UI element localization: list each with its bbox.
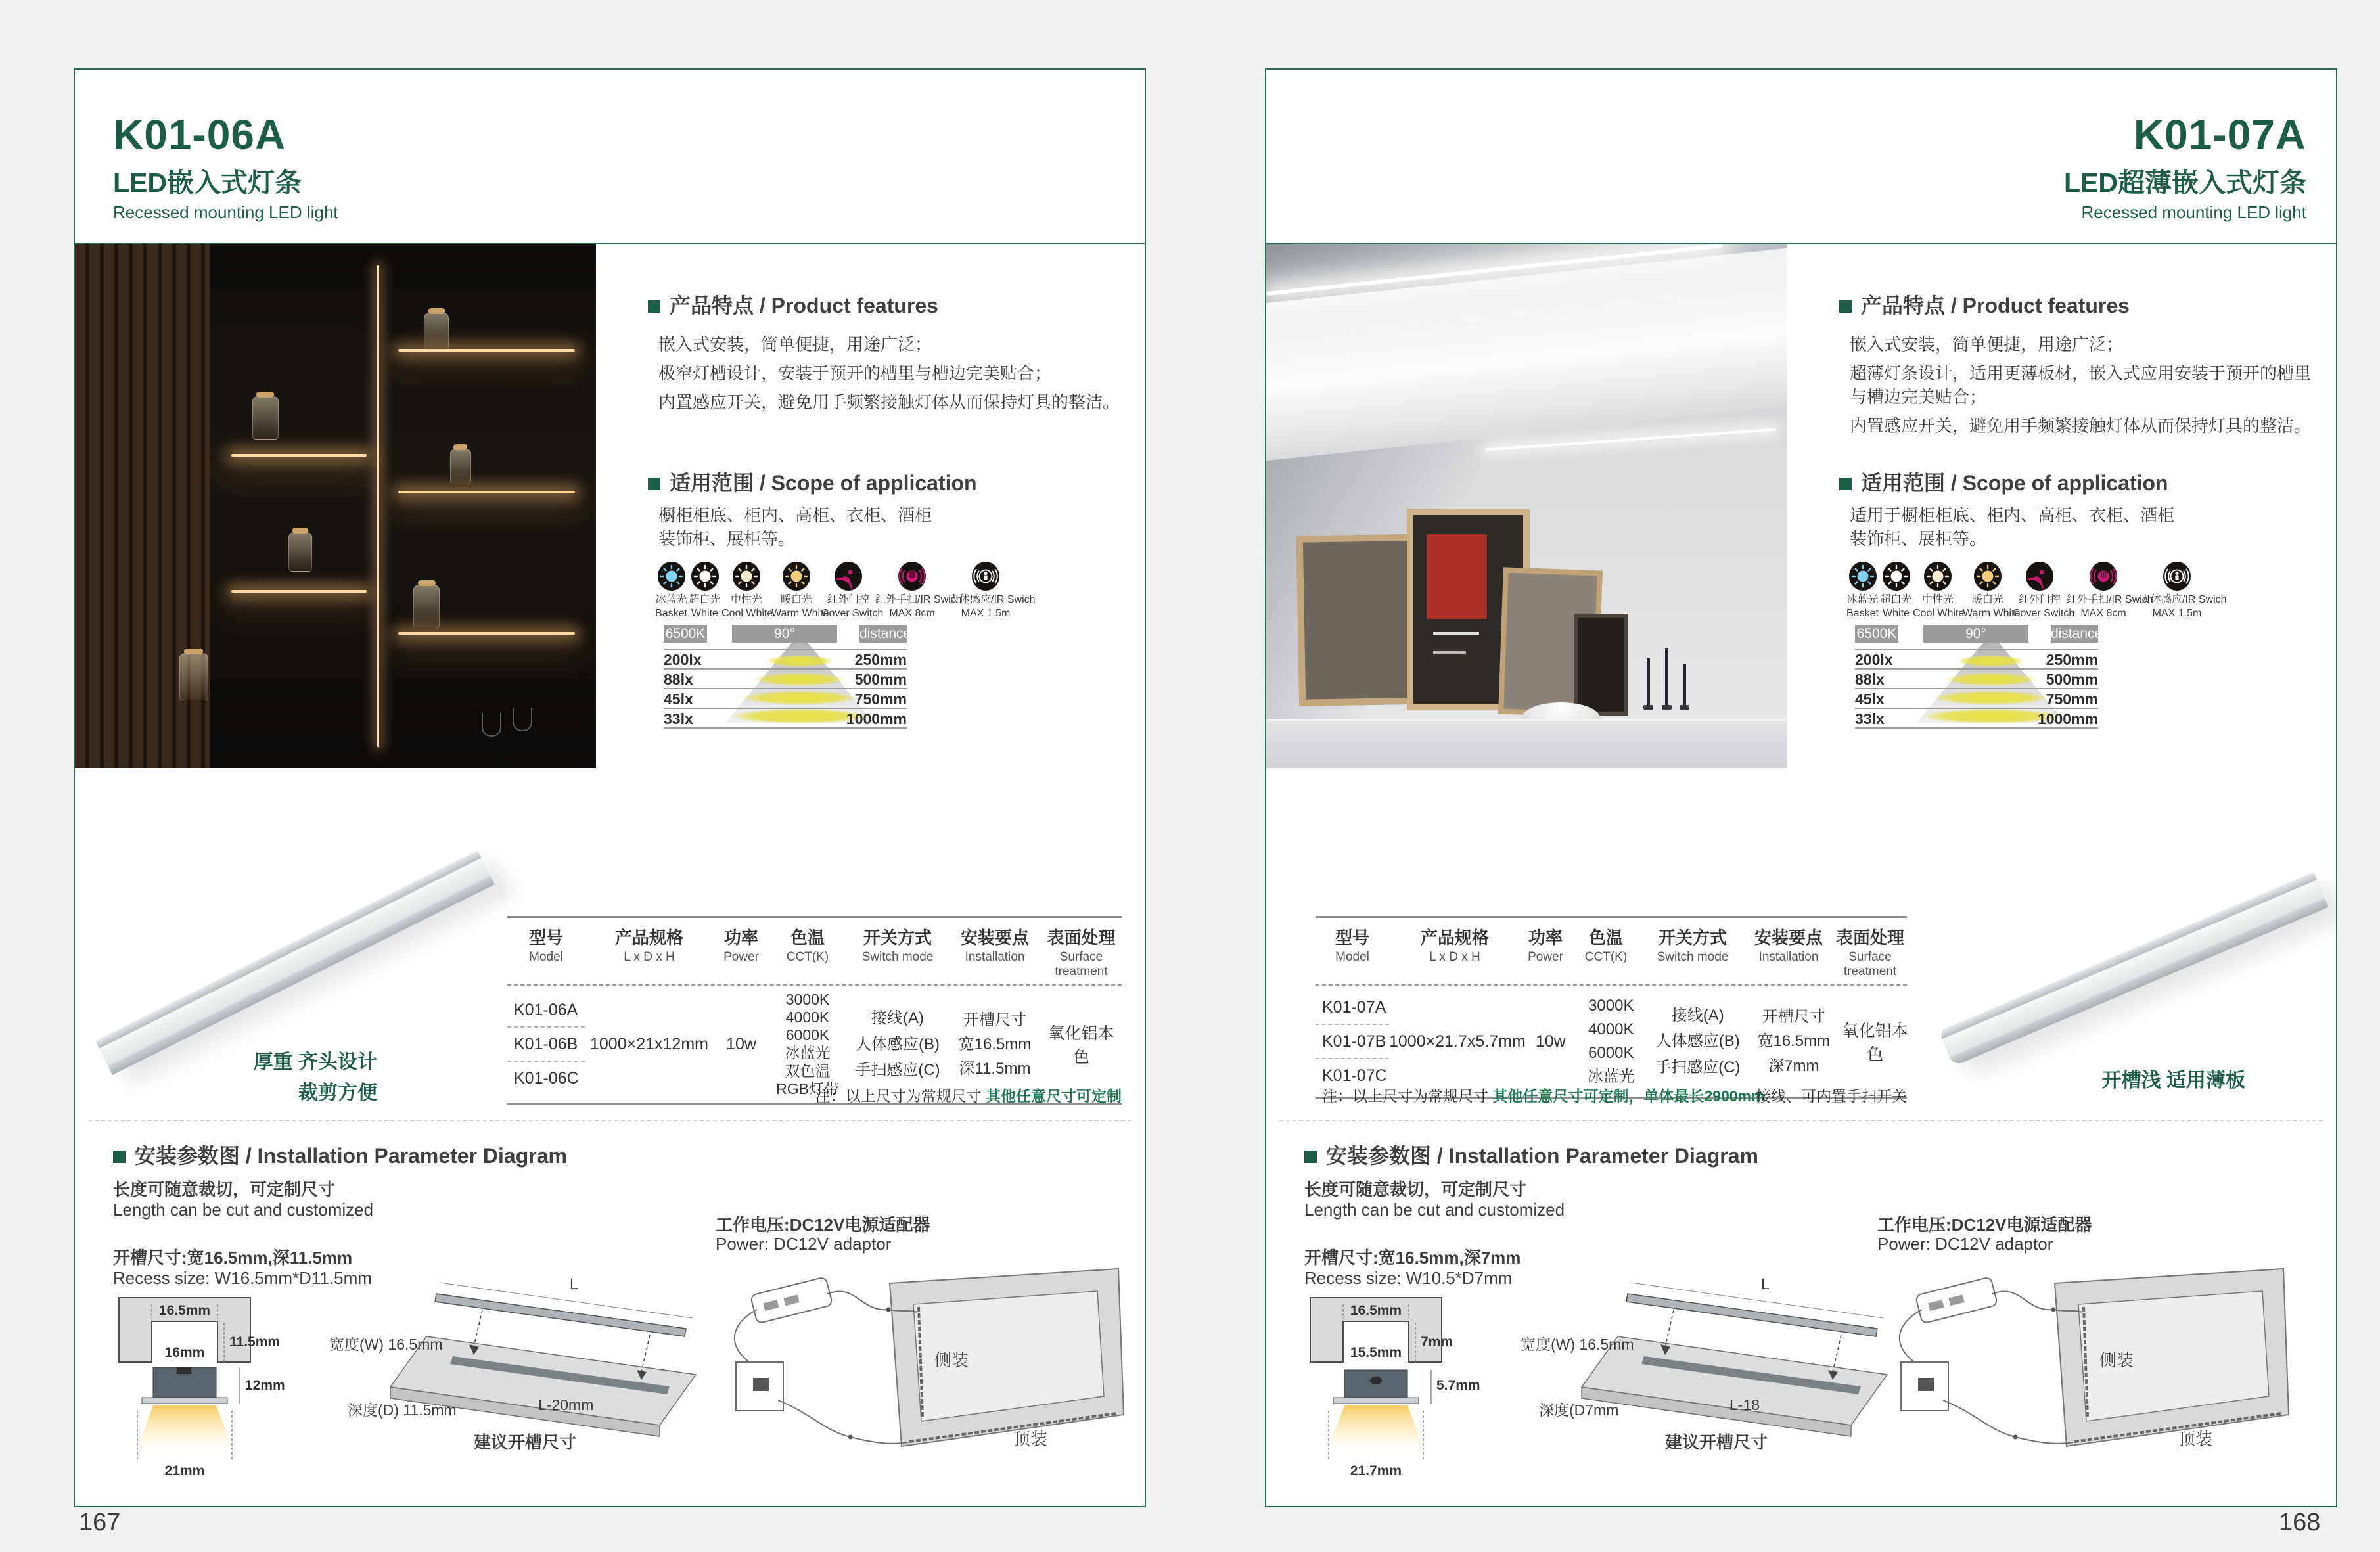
install-heading — [1304, 1139, 1758, 1170]
shelf-glow — [398, 632, 576, 635]
photometry-row: 200lx 250mm — [1855, 651, 2098, 668]
install-heading — [113, 1139, 567, 1170]
feature-icons-row — [654, 561, 1036, 621]
svg-text:11.5mm: 11.5mm — [229, 1335, 281, 1350]
aluminum-profile — [95, 850, 495, 1075]
poster-art — [1433, 651, 1466, 654]
features-heading-text: 产品特点 / Product features — [670, 294, 938, 317]
cct-badge: 6500K — [664, 625, 707, 643]
shelf-glow — [231, 454, 367, 457]
icon-item — [1963, 561, 2021, 621]
svg-text:L-18: L-18 — [1729, 1396, 1760, 1413]
candlestick — [1665, 648, 1668, 706]
svg-text:21mm: 21mm — [164, 1463, 205, 1478]
candlestick — [1647, 658, 1650, 706]
icon-item — [2067, 561, 2153, 621]
beam-angle-badge: 90° — [732, 625, 837, 643]
section-divider — [88, 1120, 1132, 1121]
icon-item — [875, 561, 962, 621]
cross-section-diagram — [1302, 1289, 1526, 1486]
power-cell: 10w — [1535, 1032, 1566, 1051]
ir-door-switch-icon — [834, 561, 863, 591]
icon-label: 冰蓝光 Basket — [655, 594, 687, 619]
table-header: 型号 Model 产品规格 L x D x H 功率 Power 色温 CCT(K) 开关方式 Switch mode 安装要点 Installation 表面处理 Surface treatment — [507, 918, 1122, 986]
ir-door-switch-icon — [2025, 561, 2054, 591]
install-cell: 开槽尺寸 宽16.5mm 深11.5mm — [958, 1011, 1032, 1078]
body-sensor-icon — [971, 561, 1000, 591]
svg-text:L-20mm: L-20mm — [538, 1396, 594, 1413]
svg-text:建议开槽尺寸: 建议开槽尺寸 — [1664, 1432, 1768, 1452]
power-spec-cn: 工作电压:DC12V电源适配器 — [716, 1215, 930, 1235]
cool-white-light-icon — [1923, 561, 1952, 591]
length-cut-en: Length can be cut and customized — [1304, 1200, 1565, 1220]
jar — [413, 585, 440, 628]
icon-label: 人体感应/IR Swich MAX 1.5m — [2140, 594, 2227, 619]
jar — [424, 313, 449, 351]
feature-line: 极窄灯槽设计，安装于预开的槽里与槽边完美贴合； — [658, 363, 1052, 383]
shelf-glow — [231, 590, 367, 593]
recess-size-cn: 开槽尺寸:宽16.5mm,深11.5mm — [113, 1248, 353, 1267]
recess-size-en: Recess size: W16.5mm*D11.5mm — [113, 1268, 372, 1288]
section-bullet-icon — [113, 1151, 126, 1163]
white-light-icon — [1882, 561, 1911, 591]
icon-label: 红外手扫/IR Swich MAX 8cm — [2067, 594, 2153, 619]
photometry-rows — [664, 649, 907, 729]
svg-text:15.5mm: 15.5mm — [1350, 1345, 1402, 1360]
page-title — [113, 113, 338, 223]
svg-text:L: L — [1761, 1275, 1770, 1292]
wiring-note: 接线、可内置手扫开关 — [1756, 1087, 1907, 1105]
jar — [179, 653, 208, 700]
scope-heading-text: 适用范围 / Scope of application — [1861, 471, 2168, 495]
lifestyle-photo-cabinet — [75, 244, 596, 768]
spec-cell: 1000×21.7x5.7mm — [1389, 1032, 1526, 1051]
feature-line: 与槽边完美贴合； — [1850, 387, 1987, 407]
feature-icons-row — [1846, 561, 2227, 621]
icon-item — [1879, 561, 1913, 621]
cool-white-light-icon — [732, 561, 761, 591]
feature-line: 超薄灯条设计，适用更薄板材，嵌入式应用安装于预开的槽里 — [1850, 363, 2312, 383]
page-left — [74, 68, 1146, 1507]
distance-badge: distance — [2051, 626, 2103, 641]
features-heading-text: 产品特点 / Product features — [1861, 294, 2130, 317]
scope-line: 适用于橱柜柜底、柜内、高柜、衣柜、酒柜 — [1850, 505, 2175, 525]
product-name-cn: LED超薄嵌入式灯条 — [2064, 168, 2306, 198]
icon-label: 中性光 Cool White — [1913, 594, 1965, 619]
svg-text:16.5mm: 16.5mm — [158, 1303, 211, 1318]
wiring-cabinet-diagram — [1858, 1249, 2291, 1472]
icon-label: 红外门控 Cover Switch — [821, 594, 884, 619]
svg-text:宽度(W) 16.5mm: 宽度(W) 16.5mm — [1521, 1336, 1634, 1353]
svg-text:16mm: 16mm — [164, 1345, 205, 1360]
recess-size-cn: 开槽尺寸:宽16.5mm,深7mm — [1304, 1248, 1521, 1267]
icon-item — [2140, 561, 2227, 621]
jar — [288, 532, 312, 572]
spec-table — [507, 916, 1122, 1105]
photometry-row: 45lx 750mm — [664, 691, 907, 708]
product-name-cn: LED嵌入式灯条 — [113, 168, 302, 198]
jar — [450, 449, 471, 484]
icon-label: 红外手扫/IR Swich MAX 8cm — [875, 594, 962, 619]
feature-line: 内置感应开关，避免用手频繁接触灯体从而保持灯具的整洁。 — [1850, 416, 2312, 436]
icon-item — [654, 561, 688, 621]
page-right — [1265, 68, 2337, 1507]
table-row: K01-07C — [1322, 1066, 1387, 1085]
icon-item — [771, 561, 829, 621]
surface-cell: 氧化铝本色 — [1048, 1024, 1114, 1067]
svg-text:7mm: 7mm — [1421, 1335, 1453, 1350]
svg-text:深度(D) 11.5mm: 深度(D) 11.5mm — [348, 1402, 457, 1419]
lifestyle-photo-shelf — [1266, 244, 1787, 768]
scope-heading-text: 适用范围 / Scope of application — [670, 471, 977, 495]
glass — [513, 708, 532, 731]
model-code: K01-06A — [113, 111, 286, 158]
ice-blue-light-icon — [1848, 561, 1877, 591]
cct-cell: 3000K 4000K 6000K 冰蓝光 双色温 RGB灯带 — [776, 991, 839, 1097]
icon-label: 红外门控 Cover Switch — [2013, 594, 2075, 619]
power-spec-en: Power: DC12V adaptor — [716, 1234, 892, 1254]
photometry-row: 200lx 250mm — [664, 651, 907, 668]
svg-text:5.7mm: 5.7mm — [1436, 1378, 1480, 1393]
beam-angle-badge: 90° — [1923, 625, 2028, 643]
icon-item — [721, 561, 771, 621]
product-render — [95, 852, 476, 1068]
countertop — [1266, 719, 1787, 768]
icon-item — [1913, 561, 1963, 621]
photometry-row: 33lx 1000mm — [1855, 710, 2098, 727]
features-heading — [1839, 289, 2130, 319]
switch-cell: 接线(A) 人体感应(B) 手扫感应(C) — [855, 1009, 940, 1080]
led-strip-glow — [377, 265, 379, 747]
length-cut-cn: 长度可随意裁切，可定制尺寸 — [113, 1179, 336, 1199]
candlestick — [1683, 664, 1686, 706]
glass — [482, 713, 501, 737]
svg-text:L: L — [570, 1275, 578, 1292]
power-spec-en: Power: DC12V adaptor — [1877, 1234, 2053, 1254]
warm-white-light-icon — [782, 561, 811, 591]
scope-line: 橱柜柜底、柜内、高柜、衣柜、酒柜 — [658, 505, 932, 525]
svg-text:侧装: 侧装 — [2099, 1350, 2134, 1370]
power-spec-cn: 工作电压:DC12V电源适配器 — [1877, 1215, 2092, 1235]
model-code: K01-07A — [2133, 111, 2306, 158]
scope-line: 装饰柜、展柜等。 — [1850, 529, 1987, 549]
install-heading-text: 安装参数图 / Installation Parameter Diagram — [135, 1144, 567, 1168]
section-bullet-icon — [648, 478, 660, 490]
table-row: K01-06C — [514, 1068, 579, 1087]
product-render — [1930, 852, 2324, 1068]
jar — [252, 396, 279, 440]
scope-heading — [648, 467, 977, 497]
icon-item — [688, 561, 721, 621]
icon-label: 超白光 White — [1880, 594, 1912, 619]
icon-label: 中性光 Cool White — [721, 594, 773, 619]
groove-board-diagram — [328, 1258, 722, 1455]
svg-text:侧装: 侧装 — [934, 1350, 969, 1370]
groove-board-diagram — [1519, 1258, 1913, 1455]
cross-section-diagram — [111, 1289, 334, 1486]
icon-label: 人体感应/IR Swich MAX 1.5m — [949, 594, 1036, 619]
svg-text:21.7mm: 21.7mm — [1350, 1463, 1402, 1478]
svg-text:12mm: 12mm — [245, 1378, 285, 1393]
svg-text:深度(D7mm: 深度(D7mm — [1539, 1402, 1619, 1419]
poster-art — [1427, 534, 1487, 619]
page-number-left: 167 — [79, 1509, 121, 1536]
table-row: K01-06A — [507, 993, 585, 1028]
table-row: K01-07B — [1316, 1025, 1389, 1059]
install-heading-text: 安装参数图 / Installation Parameter Diagram — [1326, 1144, 1758, 1168]
ice-blue-light-icon — [657, 561, 686, 591]
cct-cell: 3000K 4000K 6000K 冰蓝光 — [1587, 997, 1635, 1085]
section-bullet-icon — [1839, 300, 1852, 313]
svg-text:建议开槽尺寸: 建议开槽尺寸 — [473, 1432, 577, 1452]
photometry-row: 45lx 750mm — [1855, 691, 2098, 708]
aluminum-profile — [1938, 872, 2328, 1066]
recess-size-en: Recess size: W10.5*D7mm — [1304, 1268, 1513, 1288]
icon-label: 超白光 White — [689, 594, 721, 619]
table-header: 型号 Model 产品规格 L x D x H 功率 Power 色温 CCT(K) 开关方式 Switch mode 安装要点 Installation 表面处理 Surface treatment — [1316, 918, 1907, 986]
table-note: 注：以上尺寸为常规尺寸 其他任意尺寸可定制 — [815, 1087, 1122, 1105]
svg-text:顶装: 顶装 — [1013, 1429, 1048, 1449]
svg-text:宽度(W) 16.5mm: 宽度(W) 16.5mm — [329, 1336, 443, 1353]
table-body — [1316, 986, 1907, 1097]
body-sensor-icon — [2163, 561, 2191, 591]
photometry-rows — [1855, 649, 2098, 729]
product-name-en: Recessed mounting LED light — [113, 202, 338, 223]
ir-hand-sweep-icon — [2089, 561, 2118, 591]
icon-label: 暖白光 Warm White — [771, 594, 829, 619]
scope-line: 装饰柜、展柜等。 — [658, 529, 796, 549]
install-cell: 开槽尺寸 宽16.5mm 深7mm — [1757, 1008, 1831, 1075]
svg-text:16.5mm: 16.5mm — [1350, 1303, 1402, 1318]
length-cut-cn: 长度可随意裁切，可定制尺寸 — [1304, 1179, 1527, 1199]
icon-item — [1846, 561, 1879, 621]
feature-line: 内置感应开关，避免用手频繁接触灯体从而保持灯具的整洁。 — [658, 392, 1120, 412]
table-row: K01-07A — [1316, 991, 1389, 1025]
section-divider — [1279, 1120, 2323, 1121]
feature-line: 嵌入式安装，简单便捷，用途广泛； — [658, 334, 932, 354]
table-row: K01-06B — [507, 1028, 585, 1062]
ir-hand-sweep-icon — [898, 561, 927, 591]
spec-cell: 1000×21x12mm — [590, 1034, 708, 1053]
shelf-glow — [398, 491, 576, 493]
page-number-right: 168 — [2279, 1509, 2321, 1536]
section-bullet-icon — [1839, 478, 1852, 490]
photometry-row: 88lx 500mm — [1855, 671, 2098, 688]
switch-cell: 接线(A) 人体感应(B) 手扫感应(C) — [1655, 1006, 1741, 1076]
icon-label: 暖白光 Warm White — [1963, 594, 2021, 619]
section-bullet-icon — [1304, 1151, 1317, 1163]
white-light-icon — [691, 561, 720, 591]
warm-white-light-icon — [1973, 561, 2002, 591]
scope-heading — [1839, 467, 2168, 497]
table-note: 注：以上尺寸为常规尺寸 其他任意尺寸可定制，单体最长2900mm — [1322, 1087, 1765, 1105]
icon-item — [2013, 561, 2075, 621]
power-cell: 10w — [726, 1034, 756, 1053]
distance-badge: distance — [859, 626, 911, 641]
poster-art — [1433, 632, 1479, 635]
cct-badge: 6500K — [1855, 625, 1898, 643]
content-column — [648, 70, 1118, 792]
icon-item — [821, 561, 884, 621]
picture-frame — [1574, 614, 1628, 716]
features-heading — [648, 289, 938, 319]
photometric-diagram — [1855, 625, 2103, 730]
product-name-en: Recessed mounting LED light — [2081, 202, 2306, 223]
render-caption: 厚重 齐头设计 裁剪方便 — [253, 1051, 377, 1104]
spec-table — [1316, 916, 1907, 1099]
length-cut-en: Length can be cut and customized — [113, 1200, 374, 1220]
photometric-diagram — [664, 625, 911, 730]
content-column — [1839, 70, 2310, 792]
feature-line: 嵌入式安装，简单便捷，用途广泛； — [1850, 334, 2124, 354]
wiring-cabinet-diagram — [693, 1249, 1126, 1472]
section-bullet-icon — [648, 300, 660, 313]
icon-item — [949, 561, 1036, 621]
render-caption: 开槽浅 适用薄板 — [2101, 1070, 2245, 1091]
photometry-row: 88lx 500mm — [664, 671, 907, 688]
photometry-row: 33lx 1000mm — [664, 710, 907, 727]
icon-label: 冰蓝光 Basket — [1846, 594, 1879, 619]
surface-cell: 氧化铝本色 — [1842, 1022, 1908, 1064]
svg-text:顶装: 顶装 — [2178, 1429, 2213, 1449]
